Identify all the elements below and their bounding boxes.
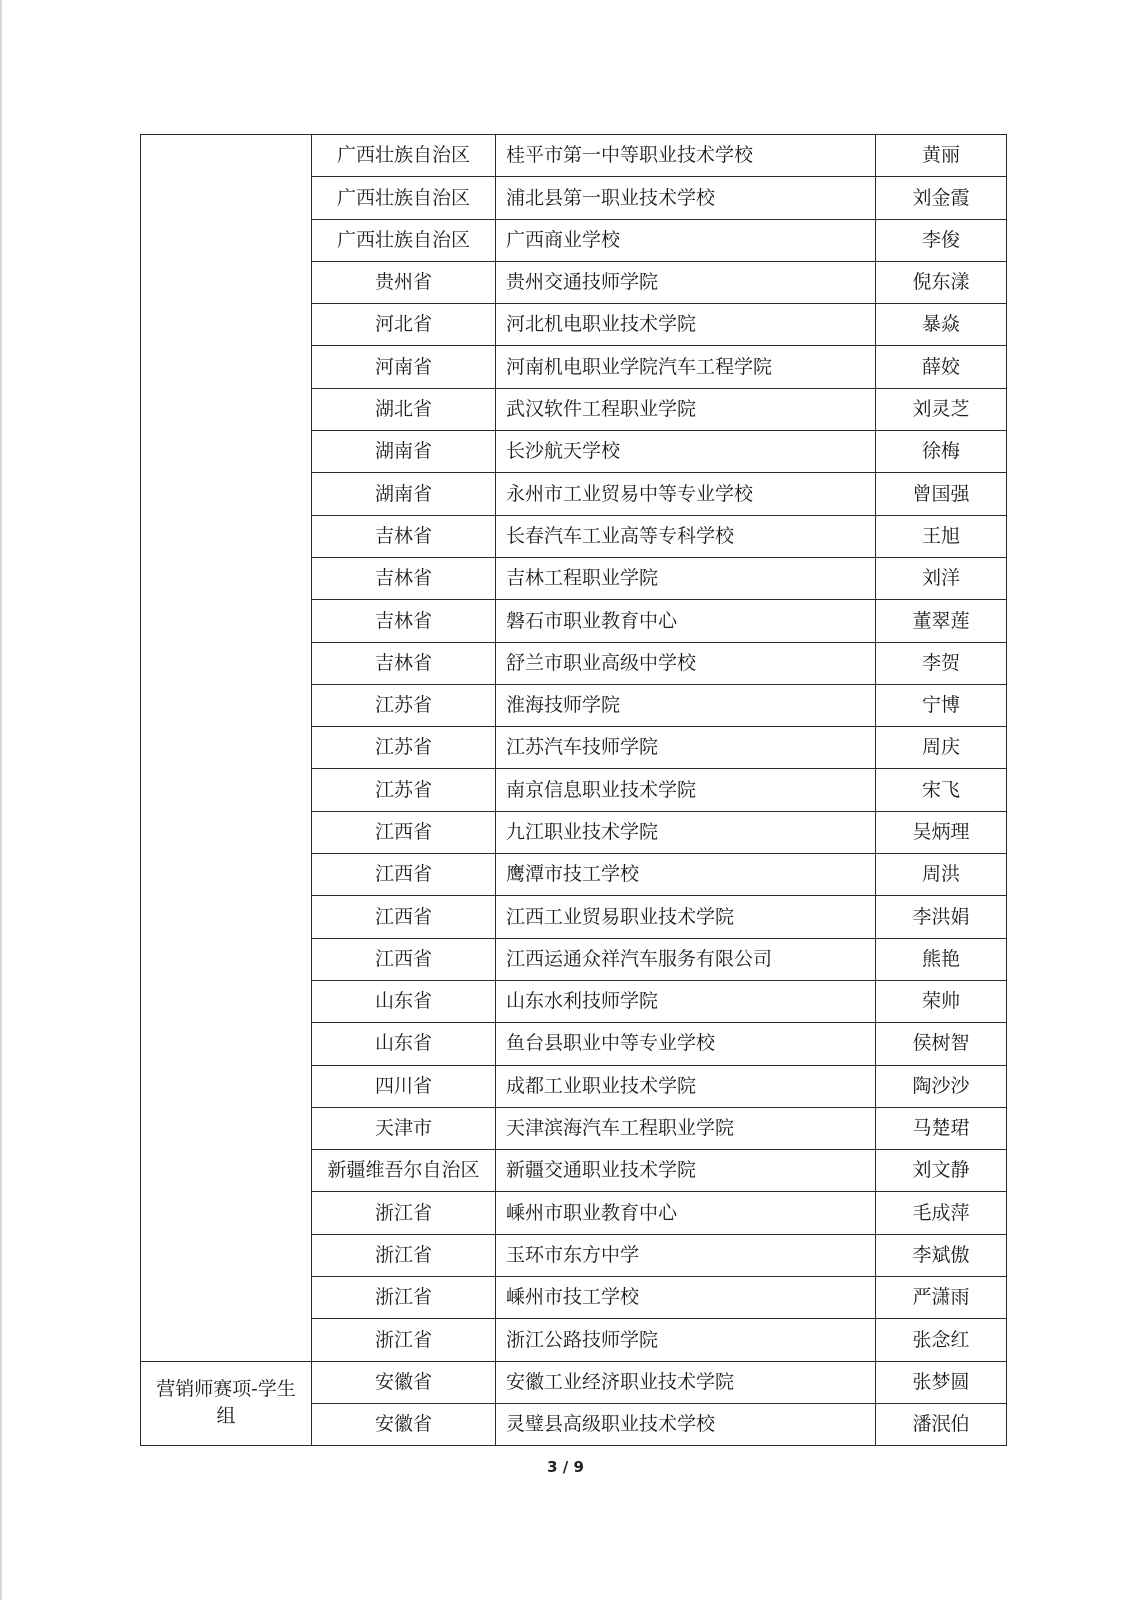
region-cell: 湖南省 <box>312 473 496 515</box>
school-cell: 浦北县第一职业技术学校 <box>496 177 876 219</box>
school-cell: 嵊州市职业教育中心 <box>496 1192 876 1234</box>
region-cell: 江西省 <box>312 938 496 980</box>
person-name-cell: 李斌傲 <box>876 1234 1007 1276</box>
person-name-cell: 刘金霞 <box>876 177 1007 219</box>
school-cell: 吉林工程职业学院 <box>496 557 876 599</box>
person-name-cell: 王旭 <box>876 515 1007 557</box>
region-cell: 江苏省 <box>312 684 496 726</box>
region-cell: 广西壮族自治区 <box>312 135 496 177</box>
category-cell <box>141 135 312 1362</box>
school-cell: 河北机电职业技术学院 <box>496 304 876 346</box>
region-cell: 安徽省 <box>312 1361 496 1403</box>
person-name-cell: 张念红 <box>876 1319 1007 1361</box>
category-cell: 营销师赛项-学生组 <box>141 1361 312 1446</box>
person-name-cell: 潘泯伯 <box>876 1403 1007 1445</box>
region-cell: 安徽省 <box>312 1403 496 1445</box>
person-name-cell: 薛姣 <box>876 346 1007 388</box>
person-name-cell: 刘洋 <box>876 557 1007 599</box>
region-cell: 吉林省 <box>312 642 496 684</box>
region-cell: 吉林省 <box>312 557 496 599</box>
school-cell: 贵州交通技师学院 <box>496 261 876 303</box>
region-cell: 江西省 <box>312 854 496 896</box>
school-cell: 玉环市东方中学 <box>496 1234 876 1276</box>
school-cell: 南京信息职业技术学院 <box>496 769 876 811</box>
person-name-cell: 倪东漾 <box>876 261 1007 303</box>
region-cell: 浙江省 <box>312 1319 496 1361</box>
person-name-cell: 刘文静 <box>876 1150 1007 1192</box>
person-name-cell: 周洪 <box>876 854 1007 896</box>
person-name-cell: 熊艳 <box>876 938 1007 980</box>
school-cell: 舒兰市职业高级中学校 <box>496 642 876 684</box>
person-name-cell: 刘灵芝 <box>876 388 1007 430</box>
region-cell: 天津市 <box>312 1107 496 1149</box>
region-cell: 山东省 <box>312 980 496 1022</box>
person-name-cell: 李俊 <box>876 219 1007 261</box>
roster-table-body <box>141 135 1007 1446</box>
person-name-cell: 宋飞 <box>876 769 1007 811</box>
person-name-cell: 周庆 <box>876 727 1007 769</box>
school-cell: 浙江公路技师学院 <box>496 1319 876 1361</box>
school-cell: 江苏汽车技师学院 <box>496 727 876 769</box>
region-cell: 贵州省 <box>312 261 496 303</box>
person-name-cell: 曾国强 <box>876 473 1007 515</box>
region-cell: 山东省 <box>312 1023 496 1065</box>
school-cell: 鹰潭市技工学校 <box>496 854 876 896</box>
region-cell: 广西壮族自治区 <box>312 219 496 261</box>
person-name-cell: 毛成萍 <box>876 1192 1007 1234</box>
region-cell: 四川省 <box>312 1065 496 1107</box>
region-cell: 浙江省 <box>312 1277 496 1319</box>
school-cell: 长沙航天学校 <box>496 431 876 473</box>
school-cell: 灵璧县高级职业技术学校 <box>496 1403 876 1445</box>
school-cell: 永州市工业贸易中等专业学校 <box>496 473 876 515</box>
region-cell: 浙江省 <box>312 1192 496 1234</box>
region-cell: 江西省 <box>312 896 496 938</box>
school-cell: 新疆交通职业技术学院 <box>496 1150 876 1192</box>
region-cell: 湖北省 <box>312 388 496 430</box>
school-cell: 山东水利技师学院 <box>496 980 876 1022</box>
region-cell: 江苏省 <box>312 769 496 811</box>
table-row <box>141 135 1007 177</box>
region-cell: 吉林省 <box>312 600 496 642</box>
person-name-cell: 李洪娟 <box>876 896 1007 938</box>
award-roster-table <box>140 134 1007 1446</box>
person-name-cell: 董翠莲 <box>876 600 1007 642</box>
school-cell: 长春汽车工业高等专科学校 <box>496 515 876 557</box>
school-cell: 桂平市第一中等职业技术学校 <box>496 135 876 177</box>
region-cell: 江苏省 <box>312 727 496 769</box>
school-cell: 江西运通众祥汽车服务有限公司 <box>496 938 876 980</box>
person-name-cell: 侯树智 <box>876 1023 1007 1065</box>
person-name-cell: 严潇雨 <box>876 1277 1007 1319</box>
school-cell: 武汉软件工程职业学院 <box>496 388 876 430</box>
region-cell: 新疆维吾尔自治区 <box>312 1150 496 1192</box>
region-cell: 浙江省 <box>312 1234 496 1276</box>
school-cell: 嵊州市技工学校 <box>496 1277 876 1319</box>
person-name-cell: 宁博 <box>876 684 1007 726</box>
person-name-cell: 陶沙沙 <box>876 1065 1007 1107</box>
person-name-cell: 李贺 <box>876 642 1007 684</box>
page-number: 3 / 9 <box>547 1458 584 1476</box>
region-cell: 河南省 <box>312 346 496 388</box>
school-cell: 淮海技师学院 <box>496 684 876 726</box>
region-cell: 河北省 <box>312 304 496 346</box>
person-name-cell: 张梦圆 <box>876 1361 1007 1403</box>
scan-edge <box>0 0 2 1600</box>
person-name-cell: 徐梅 <box>876 431 1007 473</box>
person-name-cell: 荣帅 <box>876 980 1007 1022</box>
school-cell: 河南机电职业学院汽车工程学院 <box>496 346 876 388</box>
school-cell: 广西商业学校 <box>496 219 876 261</box>
school-cell: 天津滨海汽车工程职业学院 <box>496 1107 876 1149</box>
person-name-cell: 暴焱 <box>876 304 1007 346</box>
school-cell: 江西工业贸易职业技术学院 <box>496 896 876 938</box>
region-cell: 江西省 <box>312 811 496 853</box>
region-cell: 吉林省 <box>312 515 496 557</box>
person-name-cell: 吴炳理 <box>876 811 1007 853</box>
school-cell: 磐石市职业教育中心 <box>496 600 876 642</box>
region-cell: 广西壮族自治区 <box>312 177 496 219</box>
region-cell: 湖南省 <box>312 431 496 473</box>
school-cell: 安徽工业经济职业技术学院 <box>496 1361 876 1403</box>
school-cell: 鱼台县职业中等专业学校 <box>496 1023 876 1065</box>
person-name-cell: 黄丽 <box>876 135 1007 177</box>
table-row <box>141 1361 1007 1403</box>
school-cell: 成都工业职业技术学院 <box>496 1065 876 1107</box>
person-name-cell: 马楚珺 <box>876 1107 1007 1149</box>
school-cell: 九江职业技术学院 <box>496 811 876 853</box>
